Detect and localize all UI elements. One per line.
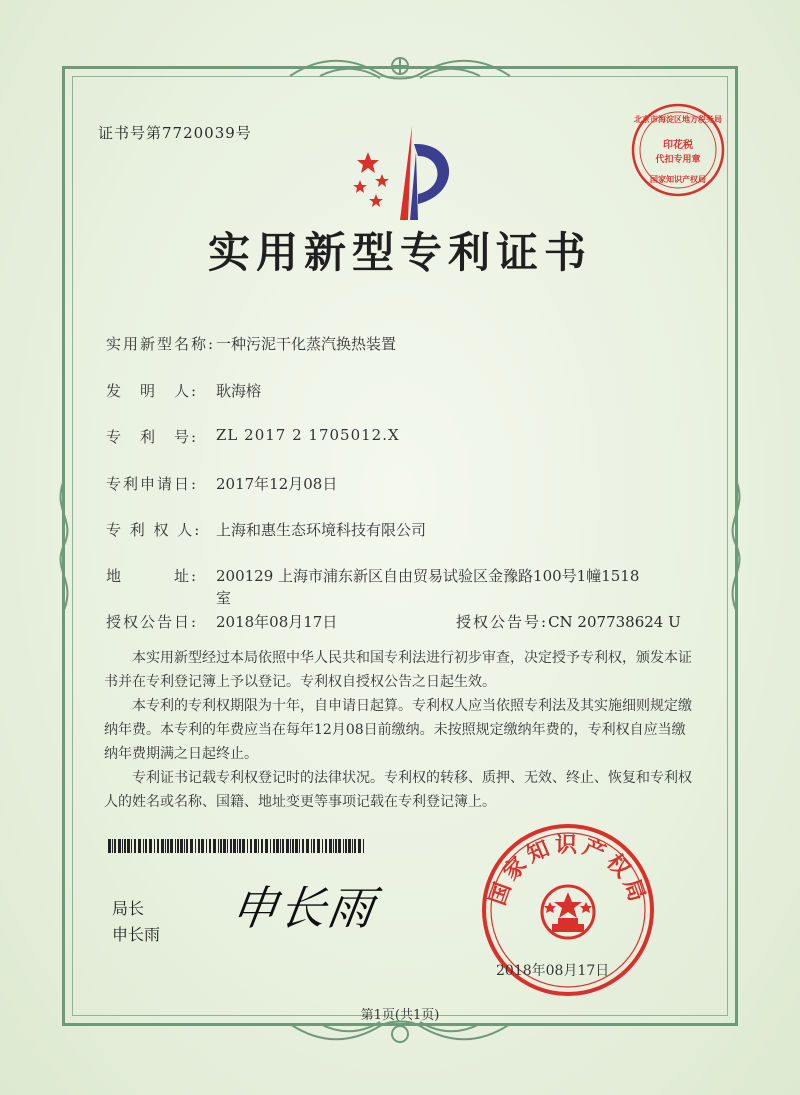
svg-text:国家知识产权局: 国家知识产权局 xyxy=(650,175,706,184)
announce-date-value: 2018年08月17日 xyxy=(216,613,338,631)
director-block xyxy=(112,896,160,948)
field-utility-name xyxy=(106,333,396,354)
certificate-body xyxy=(104,646,694,814)
director-name: 申长雨 xyxy=(112,925,161,944)
field-inventor xyxy=(106,380,261,401)
patentee-label: 专 利 权 人: xyxy=(106,521,202,539)
address-label: 地 址: xyxy=(106,567,199,585)
announce-number-label: 授权公告号: xyxy=(456,613,549,631)
sipo-logo-icon xyxy=(338,124,468,224)
seal-date: 2018年08月17日 xyxy=(496,963,610,979)
body-paragraph-2: 本专利的专利权期限为十年，自申请日起算。专利权人应当依照专利法及其实施细则规定缴纳年费。本专利的年费应当在每年12月08日前缴纳。未按照规定缴纳年费的，专利权自应当缴纳年费期满之日起终止。 xyxy=(104,698,692,762)
svg-text:印花税: 印花税 xyxy=(663,140,693,151)
body-paragraph-3: 专利证书记载专利权登记时的法律状况。专利权的转移、质押、无效、终止、恢复和专利权人的姓名或名称、国籍、地址变更等事项记载在专利登记簿上。 xyxy=(104,770,692,810)
field-patent-number xyxy=(106,426,400,447)
barcode-icon xyxy=(108,839,368,853)
patent-number-value: ZL 2017 2 1705012.X xyxy=(216,426,400,444)
director-signature: 申长雨 xyxy=(227,881,380,935)
field-filing-date xyxy=(106,473,337,494)
director-title: 局长 xyxy=(112,899,145,918)
inventor-label: 发 明 人: xyxy=(106,382,199,400)
announce-number-value: CN 207738624 U xyxy=(548,613,681,631)
svg-text:北京市海淀区地方税务局: 北京市海淀区地方税务局 xyxy=(634,115,722,124)
inventor-value: 耿海榕 xyxy=(216,382,262,400)
field-announce-date xyxy=(106,611,337,632)
announce-date-label: 授权公告日: xyxy=(106,613,199,631)
page-title: 实用新型专利证书 xyxy=(207,228,592,277)
svg-text:代扣专用章: 代扣专用章 xyxy=(655,155,701,165)
svg-text:国家知识产权局: 国家知识产权局 xyxy=(485,833,651,909)
right-ornament-icon xyxy=(724,480,748,610)
top-ornament-icon xyxy=(280,52,520,88)
certificate-number: 证书号第7720039号 xyxy=(98,124,252,142)
address-value: 200129 上海市浦东新区自由贸易试验区金豫路100号1幢1518室 xyxy=(216,567,640,607)
left-ornament-icon xyxy=(52,480,76,610)
filing-date-value: 2017年12月08日 xyxy=(216,475,338,493)
national-emblem-icon xyxy=(542,886,594,938)
patent-number-label: 专 利 号: xyxy=(106,428,199,446)
field-address xyxy=(106,565,646,609)
utility-name-value: 一种污泥干化蒸汽换热装置 xyxy=(216,335,397,353)
body-paragraph-1: 本实用新型经过本局依照中华人民共和国专利法进行初步审查，决定授予专利权，颁发本证书并在专利登记簿上予以登记。专利权自授权公告之日起生效。 xyxy=(104,650,692,690)
field-patentee xyxy=(106,519,426,540)
filing-date-label: 专利申请日: xyxy=(106,475,199,493)
utility-name-label: 实用新型名称: xyxy=(106,335,216,353)
patentee-value: 上海和惠生态环境科技有限公司 xyxy=(216,521,427,539)
tax-stamp-icon xyxy=(628,100,728,200)
field-announce-number xyxy=(456,611,681,632)
page-number: 第1页(共1页) xyxy=(360,1008,440,1023)
